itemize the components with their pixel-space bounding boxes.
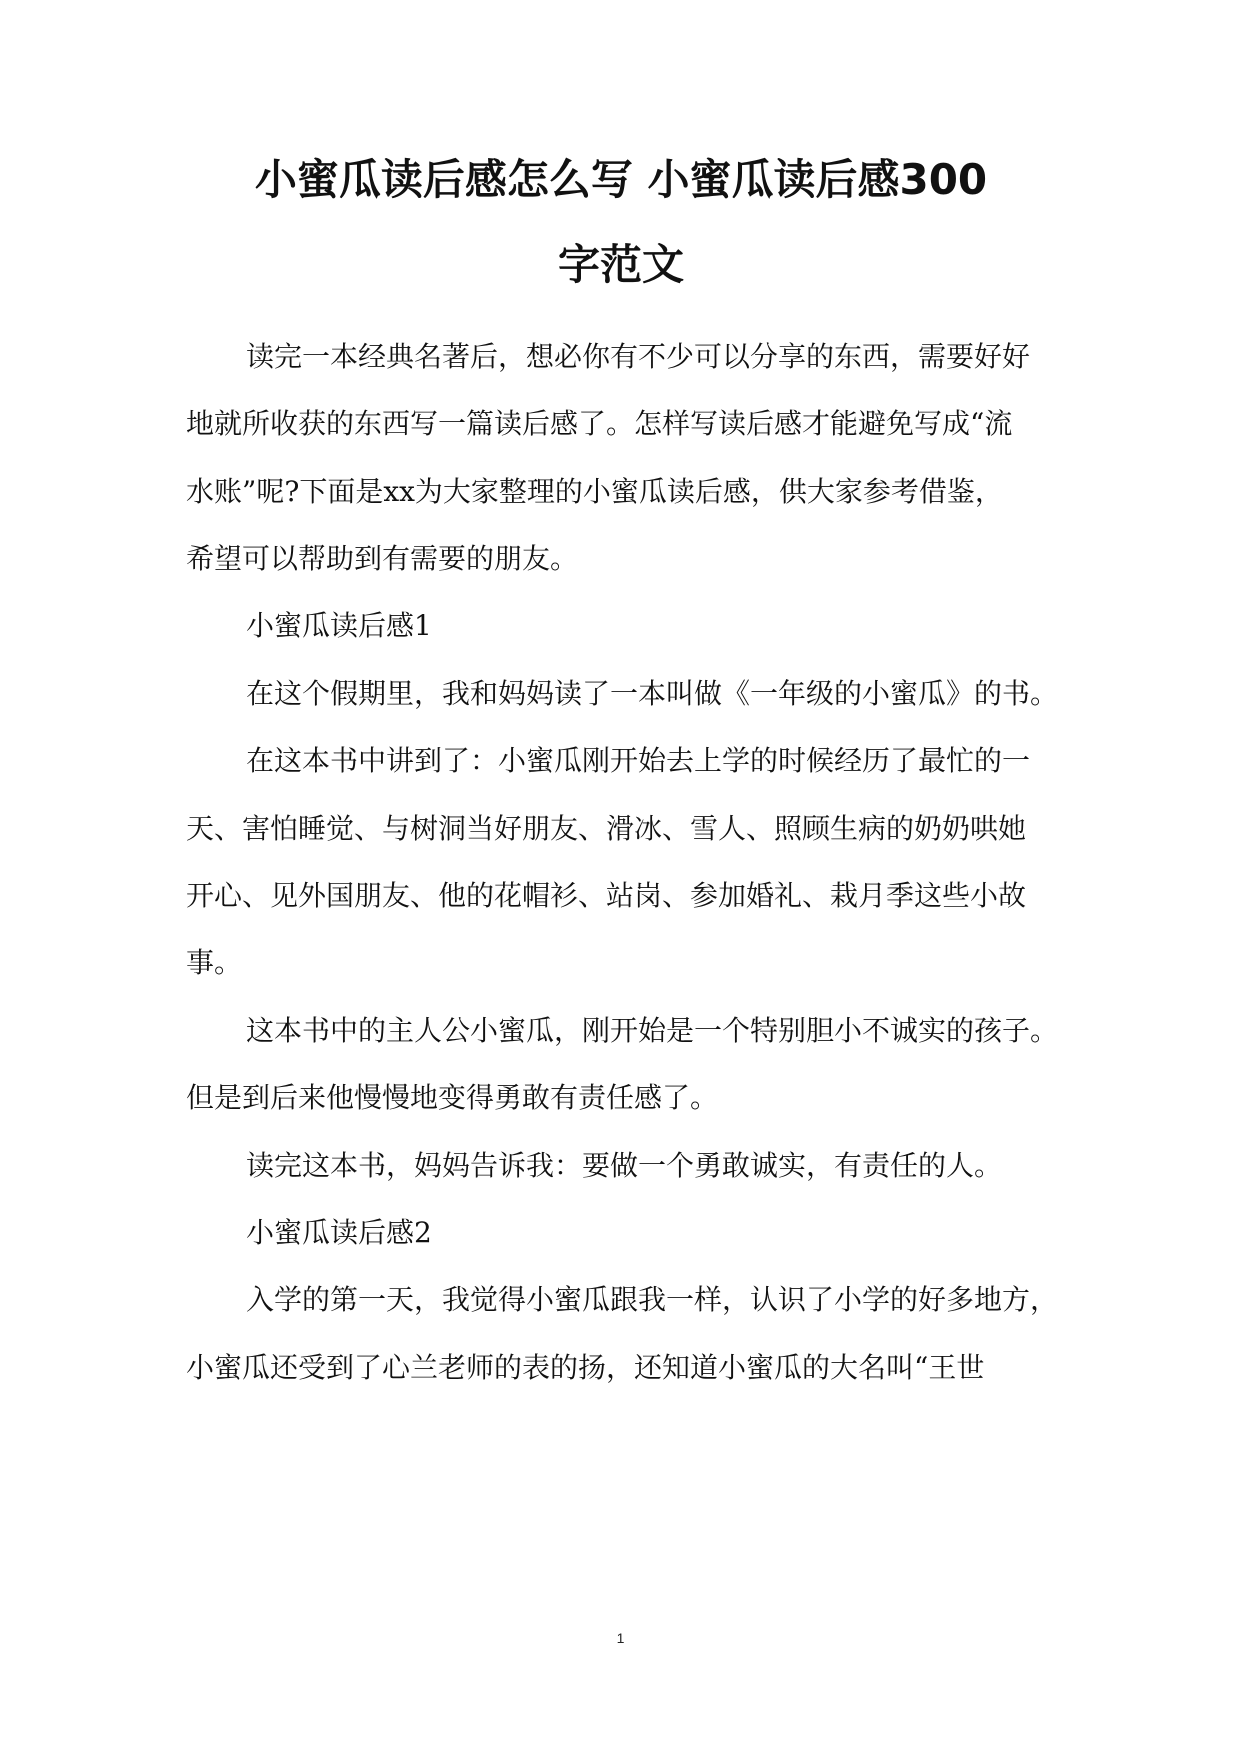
document-title-line-1: 小蜜瓜读后感怎么写 小蜜瓜读后感300 bbox=[254, 155, 988, 204]
paragraph-line: 在这个假期里，我和妈妈读了一本叫做《一年级的小蜜瓜》的书。 bbox=[246, 677, 1059, 710]
paragraph-line: 这本书中的主人公小蜜瓜，刚开始是一个特别胆小不诚实的孩子。 bbox=[246, 1014, 1059, 1047]
paragraph-line: 事。 bbox=[186, 946, 243, 979]
page-number: 1 bbox=[616, 1630, 625, 1646]
paragraph-line: 但是到后来他慢慢地变得勇敢有责任感了。 bbox=[186, 1081, 719, 1114]
paragraph-line: 开心、见外国朋友、他的花帽衫、站岗、参加婚礼、栽月季这些小故 bbox=[186, 879, 1027, 912]
paragraph-line: 读完一本经典名著后，想必你有不少可以分享的东西，需要好好 bbox=[246, 340, 1031, 373]
paragraph-line: 水账”呢?下面是xx为大家整理的小蜜瓜读后感，供大家参考借鉴， bbox=[186, 475, 1003, 508]
paragraph-line: 在这本书中讲到了：小蜜瓜刚开始去上学的时候经历了最忙的一 bbox=[246, 744, 1031, 777]
section-heading: 小蜜瓜读后感1 bbox=[246, 609, 432, 642]
paragraph-line: 希望可以帮助到有需要的朋友。 bbox=[186, 542, 579, 575]
paragraph-line: 地就所收获的东西写一篇读后感了。怎样写读后感才能避免写成“流 bbox=[186, 407, 1013, 440]
paragraph-line: 天、害怕睡觉、与树洞当好朋友、滑冰、雪人、照顾生病的奶奶哄她 bbox=[186, 812, 1027, 845]
section-heading: 小蜜瓜读后感2 bbox=[246, 1216, 432, 1249]
paragraph-line: 小蜜瓜还受到了心兰老师的表的扬，还知道小蜜瓜的大名叫“王世 bbox=[186, 1351, 985, 1384]
document-title-line-2: 字范文 bbox=[557, 240, 684, 289]
paragraph-line: 入学的第一天，我觉得小蜜瓜跟我一样，认识了小学的好多地方， bbox=[246, 1283, 1059, 1316]
paragraph-line: 读完这本书，妈妈告诉我：要做一个勇敢诚实，有责任的人。 bbox=[246, 1149, 1003, 1182]
